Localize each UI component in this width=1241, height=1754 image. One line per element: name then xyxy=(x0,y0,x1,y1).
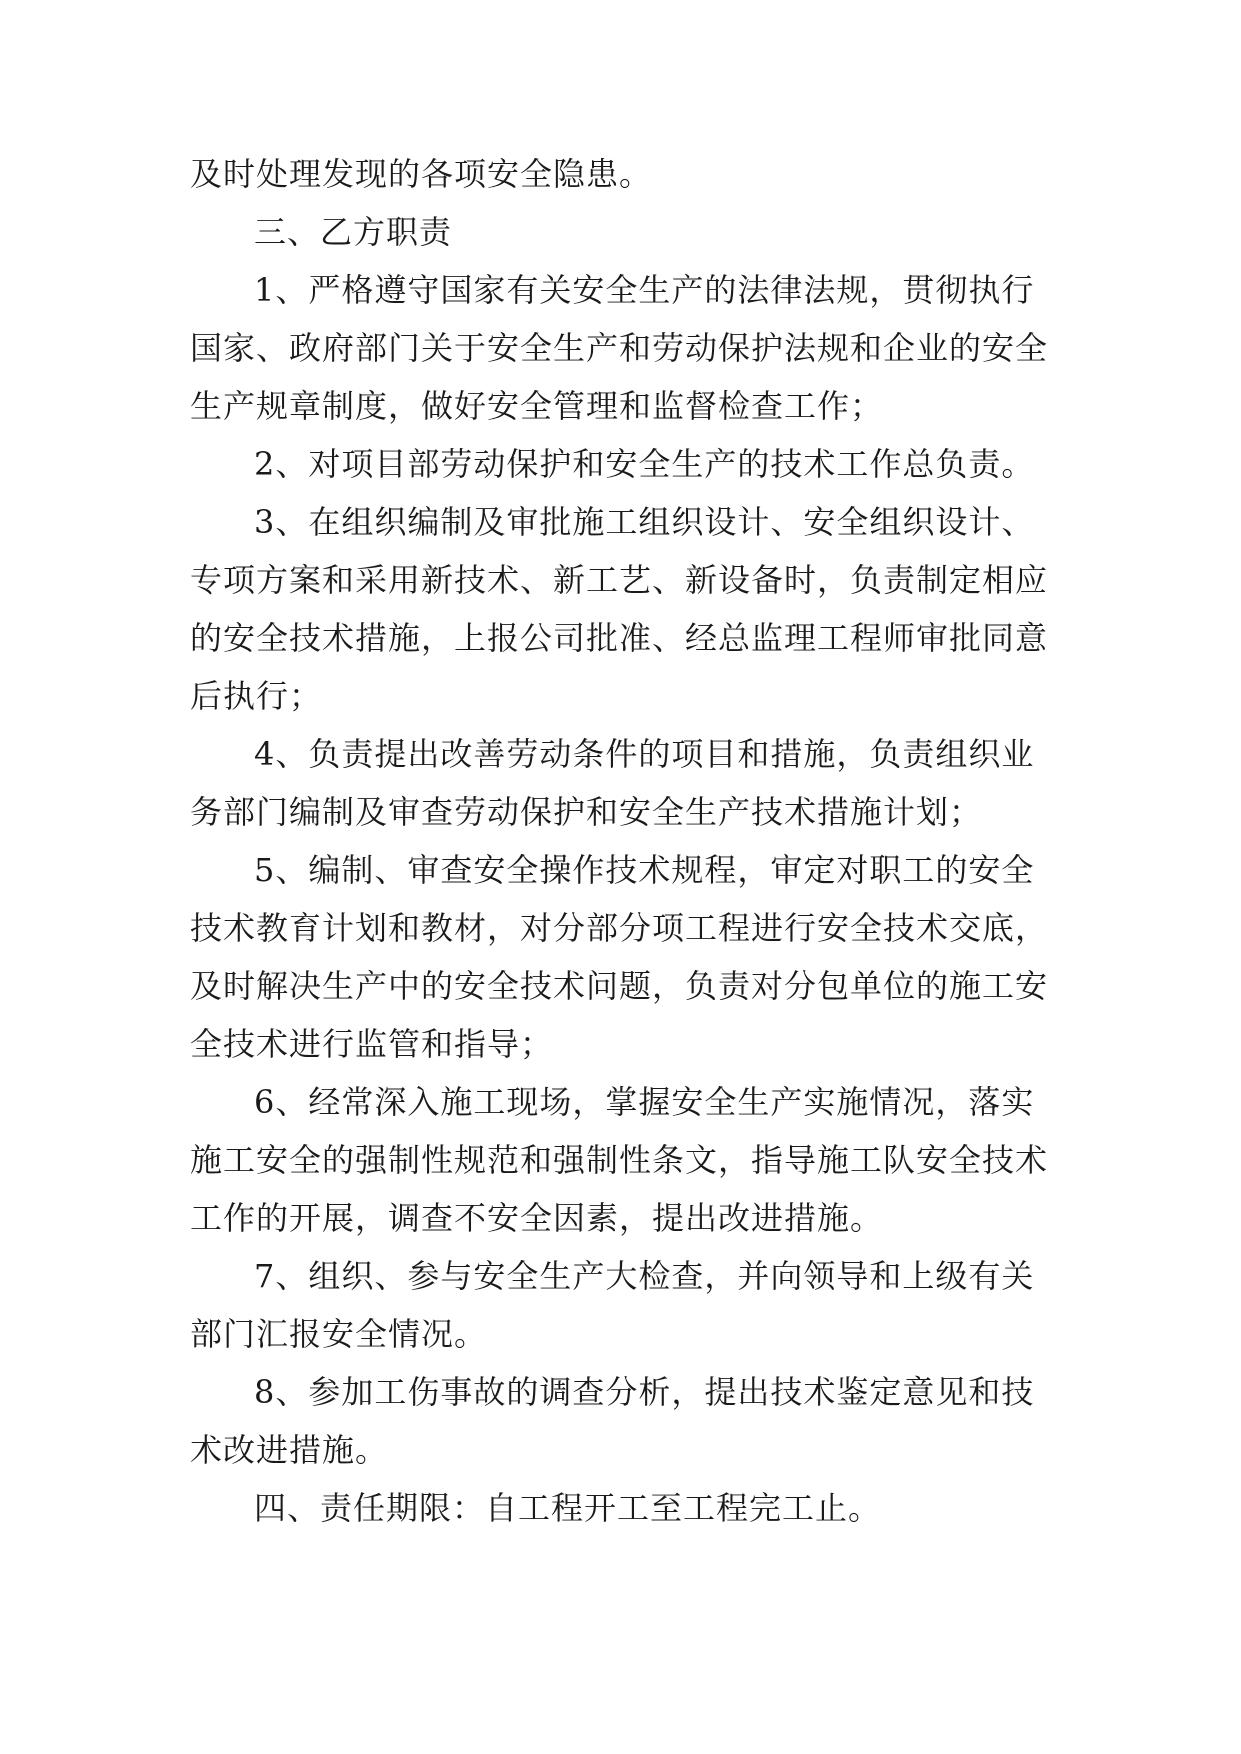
text-line: 专项方案和采用新技术、新工艺、新设备时，负责制定相应 xyxy=(190,561,1049,599)
text-line: 7、组织、参与安全生产大检查，并向领导和上级有关 xyxy=(254,1257,1035,1295)
text-line: 的安全技术措施，上报公司批准、经总监理工程师审批同意 xyxy=(190,619,1049,657)
text-line: 2、对项目部劳动保护和安全生产的技术工作总负责。 xyxy=(254,445,1035,483)
text-line: 6、经常深入施工现场，掌握安全生产实施情况，落实 xyxy=(254,1083,1035,1121)
text-line: 4、负责提出改善劳动条件的项目和措施，负责组织业 xyxy=(254,735,1035,773)
text-line: 部门汇报安全情况。 xyxy=(190,1315,488,1353)
text-line: 施工安全的强制性规范和强制性条文，指导施工队安全技术 xyxy=(190,1141,1049,1179)
text-line: 技术教育计划和教材，对分部分项工程进行安全技术交底， xyxy=(190,909,1049,947)
text-line: 及时处理发现的各项安全隐患。 xyxy=(190,155,653,193)
text-line: 1、严格遵守国家有关安全生产的法律法规，贯彻执行 xyxy=(254,271,1035,309)
text-line: 后执行； xyxy=(190,677,323,715)
section-heading: 三、乙方职责 xyxy=(254,213,453,251)
text-line: 生产规章制度，做好安全管理和监督检查工作； xyxy=(190,387,884,425)
text-line: 国家、政府部门关于安全生产和劳动保护法规和企业的安全 xyxy=(190,329,1049,367)
text-line: 务部门编制及审查劳动保护和安全生产技术措施计划； xyxy=(190,793,983,831)
text-line: 及时解决生产中的安全技术问题，负责对分包单位的施工安 xyxy=(190,967,1049,1005)
text-line: 3、在组织编制及审批施工组织设计、安全组织设计、 xyxy=(254,503,1035,541)
text-line: 8、参加工伤事故的调查分析，提出技术鉴定意见和技 xyxy=(254,1373,1035,1411)
text-line: 工作的开展，调查不安全因素，提出改进措施。 xyxy=(190,1199,884,1237)
text-line: 术改进措施。 xyxy=(190,1431,389,1469)
text-line: 5、编制、审查安全操作技术规程，审定对职工的安全 xyxy=(254,851,1035,889)
section-heading: 四、责任期限：自工程开工至工程完工止。 xyxy=(254,1489,882,1527)
text-line: 全技术进行监管和指导； xyxy=(190,1025,554,1063)
